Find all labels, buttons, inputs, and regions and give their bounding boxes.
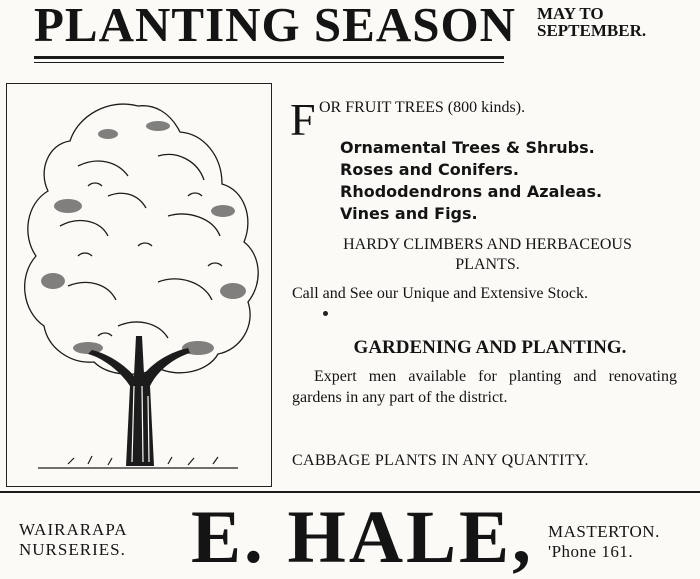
tree-icon [8, 86, 268, 482]
footer-rule [0, 491, 700, 493]
climbers-line-2: PLANTS. [455, 256, 520, 273]
gardening-heading: GARDENING AND PLANTING. [353, 337, 627, 358]
call-see-line: Call and See our Unique and Extensive Stock. [292, 285, 588, 302]
cabbage-line: CABBAGE PLANTS IN ANY QUANTITY. [292, 452, 589, 469]
proprietor-name: E. HALE, [191, 496, 534, 579]
ornament-dot [323, 311, 328, 316]
season-line-2: SEPTEMBER. [537, 21, 647, 40]
nursery-name [19, 520, 128, 560]
list-item: Rhododendrons and Azaleas. [340, 182, 603, 201]
nursery-line-2: NURSERIES. [19, 540, 126, 559]
phone-line: 'Phone 161. [548, 542, 634, 561]
list-item: Vines and Figs. [340, 204, 478, 223]
nursery-line-1: WAIRARAPA [19, 520, 128, 539]
gardening-body: Expert men available for planting and renovating gardens in any part of the district. [292, 368, 677, 406]
season-line-1: MAY TO [537, 4, 604, 23]
ornamental-list [340, 137, 602, 225]
location-line: MASTERTON. [548, 522, 660, 541]
drop-cap: F [290, 94, 316, 145]
climbers-notice [290, 235, 685, 275]
headline: PLANTING SEASON [34, 0, 516, 52]
location-contact [548, 522, 660, 562]
fruit-trees-line: OR FRUIT TREES (800 kinds). [319, 99, 526, 116]
headline-rule-thick [34, 56, 504, 59]
list-item: Ornamental Trees & Shrubs. [340, 138, 595, 157]
season-dates [537, 5, 646, 39]
climbers-line-1: HARDY CLIMBERS AND HERBACEOUS [343, 236, 632, 253]
headline-rule-thin [34, 62, 504, 63]
list-item: Roses and Conifers. [340, 160, 519, 179]
